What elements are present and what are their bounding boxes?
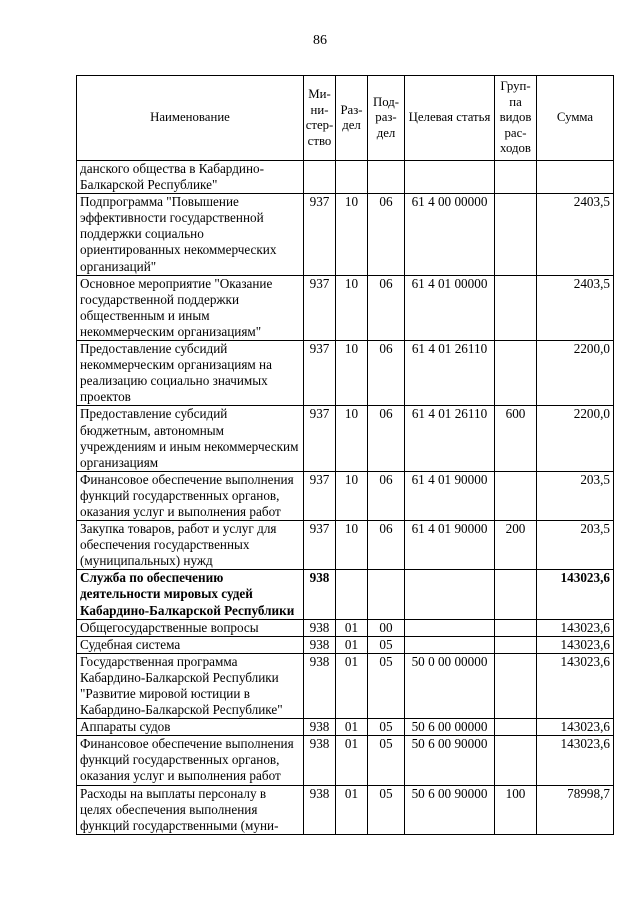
row-expense-group: [495, 619, 537, 636]
row-expense-group: 100: [495, 785, 537, 834]
row-name: Финансовое обеспечение выполнения функций государственных органов, оказания услуг и выполнения работ: [77, 736, 304, 785]
row-target: 61 4 00 00000: [405, 194, 495, 275]
row-amount: 2200,0: [537, 341, 614, 406]
row-section: 01: [336, 736, 368, 785]
table-row: [77, 785, 614, 834]
row-name: Предоставление субсидий бюджетным, автономным учреждениям и иным некоммерческим организациям: [77, 406, 304, 471]
row-target: 61 4 01 26110: [405, 341, 495, 406]
table-row: [77, 619, 614, 636]
row-expense-group: 600: [495, 406, 537, 471]
row-expense-group: [495, 194, 537, 275]
row-target: [405, 619, 495, 636]
row-section: 01: [336, 619, 368, 636]
table-row: [77, 194, 614, 275]
row-subsection: 06: [368, 275, 405, 340]
row-section: [336, 570, 368, 619]
row-name: данского общества в Кабардино-Балкарской Республике": [77, 161, 304, 194]
row-section: 01: [336, 719, 368, 736]
row-section: 01: [336, 653, 368, 718]
row-target: 61 4 01 90000: [405, 521, 495, 570]
row-ministry: 938: [304, 570, 336, 619]
row-expense-group: [495, 341, 537, 406]
row-subsection: 06: [368, 341, 405, 406]
row-amount: 2200,0: [537, 406, 614, 471]
row-name: Основное мероприятие "Оказание государственной поддержки общественным и иным некоммерческим организациям": [77, 275, 304, 340]
table-row: [77, 736, 614, 785]
row-amount: 143023,6: [537, 619, 614, 636]
row-target: 61 4 01 26110: [405, 406, 495, 471]
row-amount: 203,5: [537, 521, 614, 570]
row-section: 01: [336, 785, 368, 834]
row-expense-group: [495, 653, 537, 718]
row-target: [405, 636, 495, 653]
row-section: 10: [336, 194, 368, 275]
row-ministry: 937: [304, 471, 336, 520]
row-subsection: 06: [368, 406, 405, 471]
row-target: 50 6 00 90000: [405, 785, 495, 834]
row-amount: 143023,6: [537, 570, 614, 619]
row-ministry: 938: [304, 785, 336, 834]
row-amount: [537, 161, 614, 194]
row-subsection: 05: [368, 636, 405, 653]
row-amount: 143023,6: [537, 636, 614, 653]
row-ministry: 938: [304, 719, 336, 736]
row-subsection: 05: [368, 785, 405, 834]
header-subsection: Под-раз-дел: [368, 76, 405, 161]
row-name: Государственная программа Кабардино-Балкарской Республики "Развитие мировой юстиции в Кабардино-Балкарской Республике": [77, 653, 304, 718]
row-amount: 143023,6: [537, 719, 614, 736]
row-target: 61 4 01 90000: [405, 471, 495, 520]
row-target: 50 6 00 90000: [405, 736, 495, 785]
table-row: [77, 653, 614, 718]
row-ministry: [304, 161, 336, 194]
row-target: [405, 570, 495, 619]
row-subsection: 05: [368, 719, 405, 736]
table-row: [77, 719, 614, 736]
row-expense-group: 200: [495, 521, 537, 570]
row-target: [405, 161, 495, 194]
row-section: 10: [336, 341, 368, 406]
table-row: [77, 161, 614, 194]
table-row: [77, 570, 614, 619]
budget-table: [76, 75, 614, 835]
row-expense-group: [495, 161, 537, 194]
row-expense-group: [495, 275, 537, 340]
row-name: Предоставление субсидий некоммерческим организациям на реализацию социально значимых проектов: [77, 341, 304, 406]
row-name: Аппараты судов: [77, 719, 304, 736]
row-subsection: 06: [368, 194, 405, 275]
row-subsection: 06: [368, 521, 405, 570]
row-amount: 143023,6: [537, 736, 614, 785]
table-row: [77, 341, 614, 406]
row-ministry: 938: [304, 619, 336, 636]
table-row: [77, 471, 614, 520]
row-target: 50 6 00 00000: [405, 719, 495, 736]
row-subsection: 05: [368, 736, 405, 785]
row-name: Судебная система: [77, 636, 304, 653]
row-name: Служба по обеспечению деятельности мировых судей Кабардино-Балкарской Республики: [77, 570, 304, 619]
row-amount: 2403,5: [537, 275, 614, 340]
row-expense-group: [495, 719, 537, 736]
table-row: [77, 521, 614, 570]
row-expense-group: [495, 570, 537, 619]
header-name: Наименование: [77, 76, 304, 161]
row-amount: 143023,6: [537, 653, 614, 718]
header-row: [77, 76, 614, 161]
row-name: Общегосударственные вопросы: [77, 619, 304, 636]
header-expense-group: Груп-па видов рас-ходов: [495, 76, 537, 161]
header-amount: Сумма: [537, 76, 614, 161]
row-subsection: 00: [368, 619, 405, 636]
table-row: [77, 275, 614, 340]
row-section: 01: [336, 636, 368, 653]
row-subsection: [368, 570, 405, 619]
row-expense-group: [495, 636, 537, 653]
row-ministry: 937: [304, 194, 336, 275]
row-ministry: 938: [304, 653, 336, 718]
row-name: Подпрограмма "Повышение эффективности государственной поддержки социально ориентированных некоммерческих организаций": [77, 194, 304, 275]
row-amount: 2403,5: [537, 194, 614, 275]
row-subsection: [368, 161, 405, 194]
header-target: Целевая статья: [405, 76, 495, 161]
row-section: 10: [336, 471, 368, 520]
header-section: Раз-дел: [336, 76, 368, 161]
row-ministry: 938: [304, 636, 336, 653]
row-amount: 203,5: [537, 471, 614, 520]
row-name: Расходы на выплаты персоналу в целях обеспечения выполнения функций государственными (муни-: [77, 785, 304, 834]
page-number: 86: [313, 33, 327, 48]
table-row: [77, 406, 614, 471]
row-ministry: 937: [304, 521, 336, 570]
row-ministry: 937: [304, 406, 336, 471]
row-name: Закупка товаров, работ и услуг для обеспечения государственных (муниципальных) нужд: [77, 521, 304, 570]
row-expense-group: [495, 471, 537, 520]
row-section: 10: [336, 521, 368, 570]
row-name: Финансовое обеспечение выполнения функций государственных органов, оказания услуг и выполнения работ: [77, 471, 304, 520]
header-ministry: Ми-ни-стер-ство: [304, 76, 336, 161]
row-expense-group: [495, 736, 537, 785]
row-target: 50 0 00 00000: [405, 653, 495, 718]
table-row: [77, 636, 614, 653]
row-subsection: 05: [368, 653, 405, 718]
row-section: 10: [336, 406, 368, 471]
row-subsection: 06: [368, 471, 405, 520]
row-ministry: 938: [304, 736, 336, 785]
row-section: [336, 161, 368, 194]
row-ministry: 937: [304, 275, 336, 340]
row-amount: 78998,7: [537, 785, 614, 834]
row-target: 61 4 01 00000: [405, 275, 495, 340]
row-ministry: 937: [304, 341, 336, 406]
row-section: 10: [336, 275, 368, 340]
